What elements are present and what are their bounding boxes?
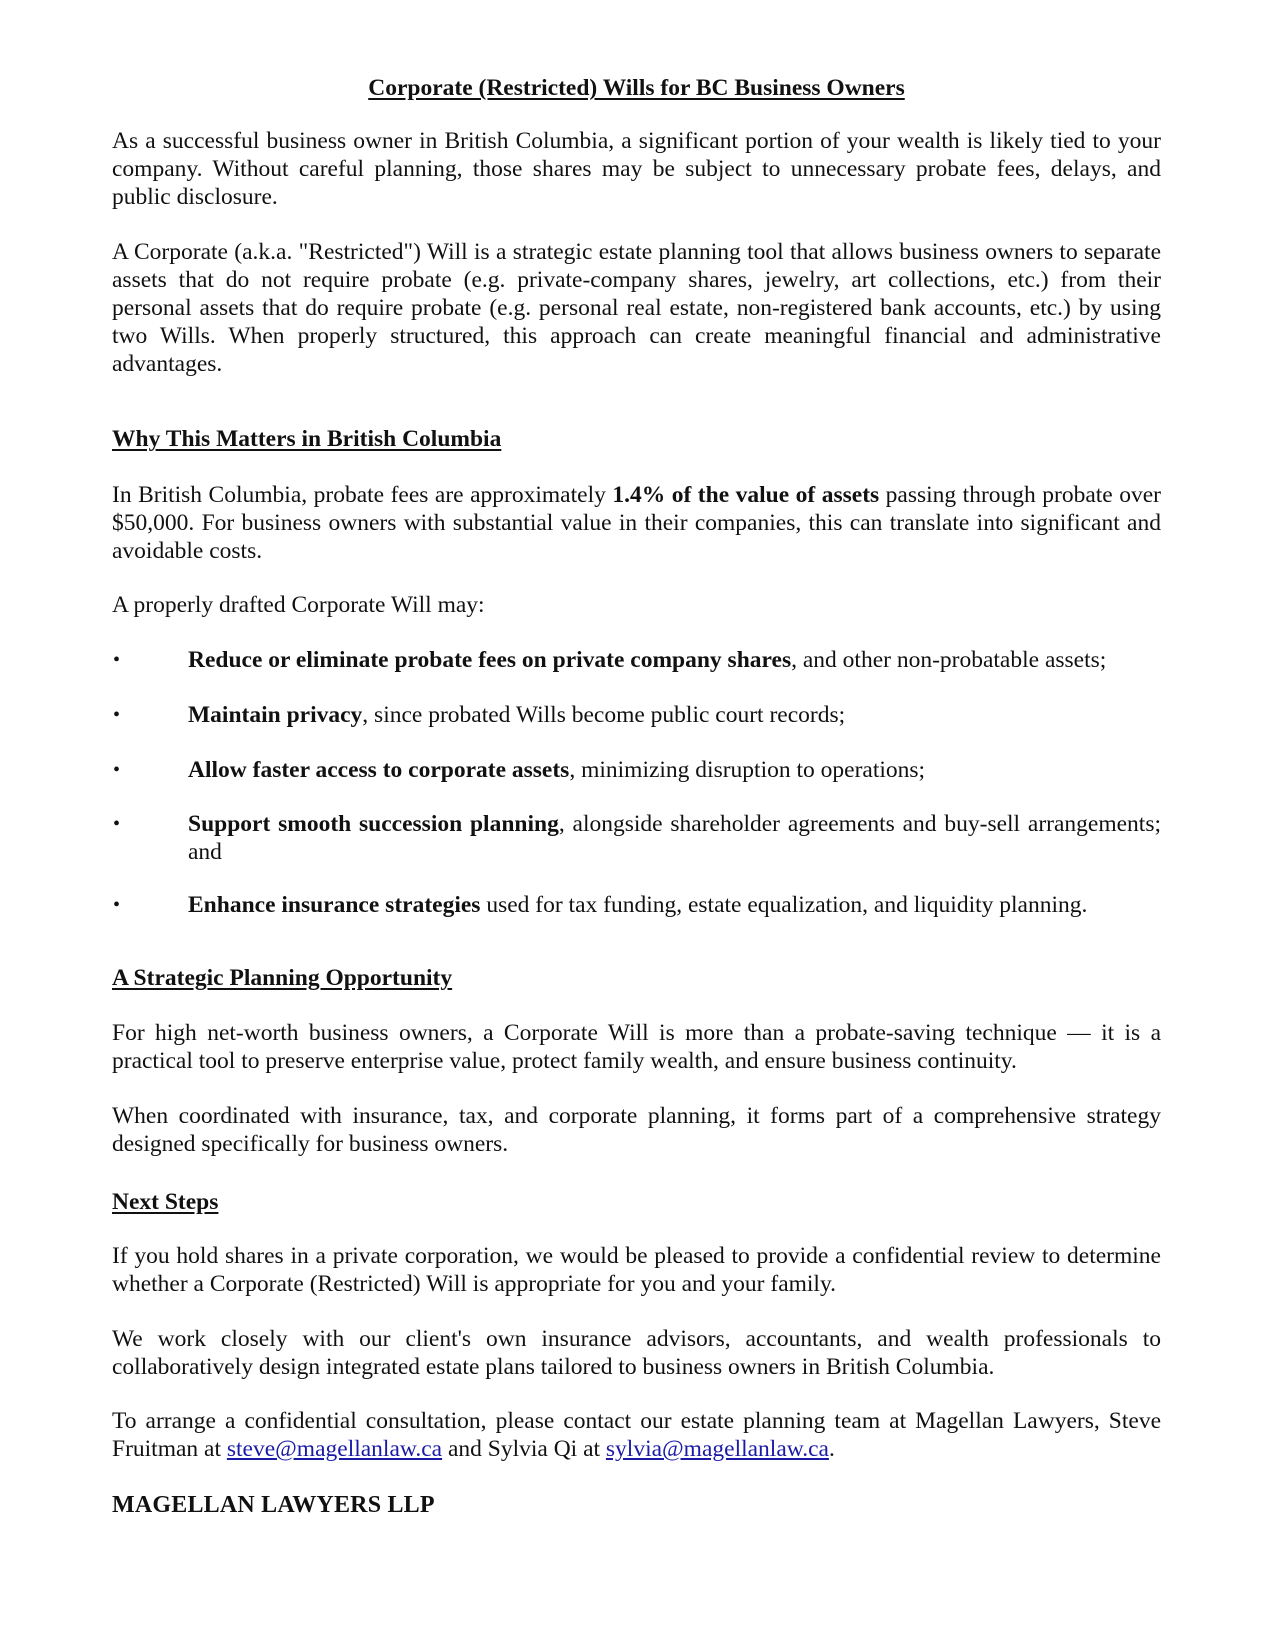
bullet-text: , since probated Wills become public court records;: [362, 702, 846, 728]
bullet-icon: •: [113, 704, 121, 726]
document-title: Corporate (Restricted) Wills for BC Business Owners: [368, 75, 905, 101]
strategic-paragraph-2: When coordinated with insurance, tax, and corporate planning, it forms part of a comprehensive strategy designed specifically for business owners.: [112, 1103, 1161, 1157]
probate-fees-text-1: In British Columbia, probate fees are approximately: [112, 482, 613, 508]
heading-why-this-matters: Why This Matters in British Columbia: [112, 426, 502, 452]
heading-next-steps: Next Steps: [112, 1189, 219, 1215]
corporate-will-may-intro: A properly drafted Corporate Will may:: [112, 592, 485, 618]
contact-text-1: To arrange a confidential consultation, please contact our estate planning team at Magellan Lawyers, Steve Fruitman at: [112, 1408, 1161, 1462]
bullet-bold-text: Reduce or eliminate probate fees on private company shares: [188, 647, 792, 673]
probate-fees-paragraph: [112, 481, 1161, 565]
heading-strategic-planning: A Strategic Planning Opportunity: [112, 965, 453, 991]
bullet-text: , minimizing disruption to operations;: [569, 757, 926, 783]
probate-fees-text-2: passing through probate over $50,000. For business owners with substantial value in their companies, this can translate into significant and avoidable costs.: [112, 482, 1161, 564]
firm-signature: MAGELLAN LAWYERS LLP: [112, 1492, 435, 1518]
next-steps-paragraph-1: If you hold shares in a private corporation, we would be pleased to provide a confidential review to determine whether a Corporate (Restricted) Will is appropriate for you and your family.: [112, 1243, 1161, 1297]
probate-fees-rate: 1.4% of the value of assets: [612, 482, 880, 508]
bullet-icon: •: [113, 759, 121, 781]
bullet-bold-text: Enhance insurance strategies: [188, 892, 481, 918]
bullet-text: , alongside shareholder agreements and buy-sell arrangements; and: [188, 811, 1161, 865]
contact-paragraph: [112, 1407, 1161, 1463]
bullet-icon: •: [113, 813, 121, 835]
next-steps-paragraph-2: We work closely with our client's own insurance advisors, accountants, and wealth professionals to collaboratively design integrated estate plans tailored to business owners in British Columbia.: [112, 1326, 1161, 1380]
contact-text-2: and Sylvia Qi at: [442, 1436, 606, 1462]
intro-paragraph-2: A Corporate (a.k.a. "Restricted") Will is a strategic estate planning tool that allows business owners to separate assets that do not require probate (e.g. private-company shares, jewelry, art collections, etc.) from their personal assets that do require probate (e.g. personal real estate, non-registered bank accounts, etc.) by using two Wills. When properly structured, this approach can create meaningful financial and administrative advantages.: [112, 239, 1161, 377]
bullet-bold-text: Allow faster access to corporate assets: [188, 757, 570, 783]
email-link-sylvia[interactable]: sylvia@magellanlaw.ca: [605, 1436, 829, 1462]
bullet-text: used for tax funding, estate equalization, and liquidity planning.: [480, 892, 1088, 918]
bullet-bold-text: Support smooth succession planning: [188, 811, 559, 837]
intro-paragraph-1: As a successful business owner in British Columbia, a significant portion of your wealth is likely tied to your company. Without careful planning, those shares may be subject to unnecessary probate fees, delays, and public disclosure.: [112, 128, 1161, 210]
bullet-text: , and other non-probatable assets;: [791, 647, 1107, 673]
contact-text-3: .: [828, 1436, 835, 1462]
email-link-steve[interactable]: steve@magellanlaw.ca: [226, 1436, 443, 1462]
strategic-paragraph-1: For high net-worth business owners, a Corporate Will is more than a probate-saving technique — it is a practical tool to preserve enterprise value, protect family wealth, and ensure business continuity.: [112, 1020, 1161, 1074]
bullet-icon: •: [113, 894, 121, 916]
bullet-icon: •: [113, 649, 121, 671]
bullet-bold-text: Maintain privacy: [188, 702, 363, 728]
